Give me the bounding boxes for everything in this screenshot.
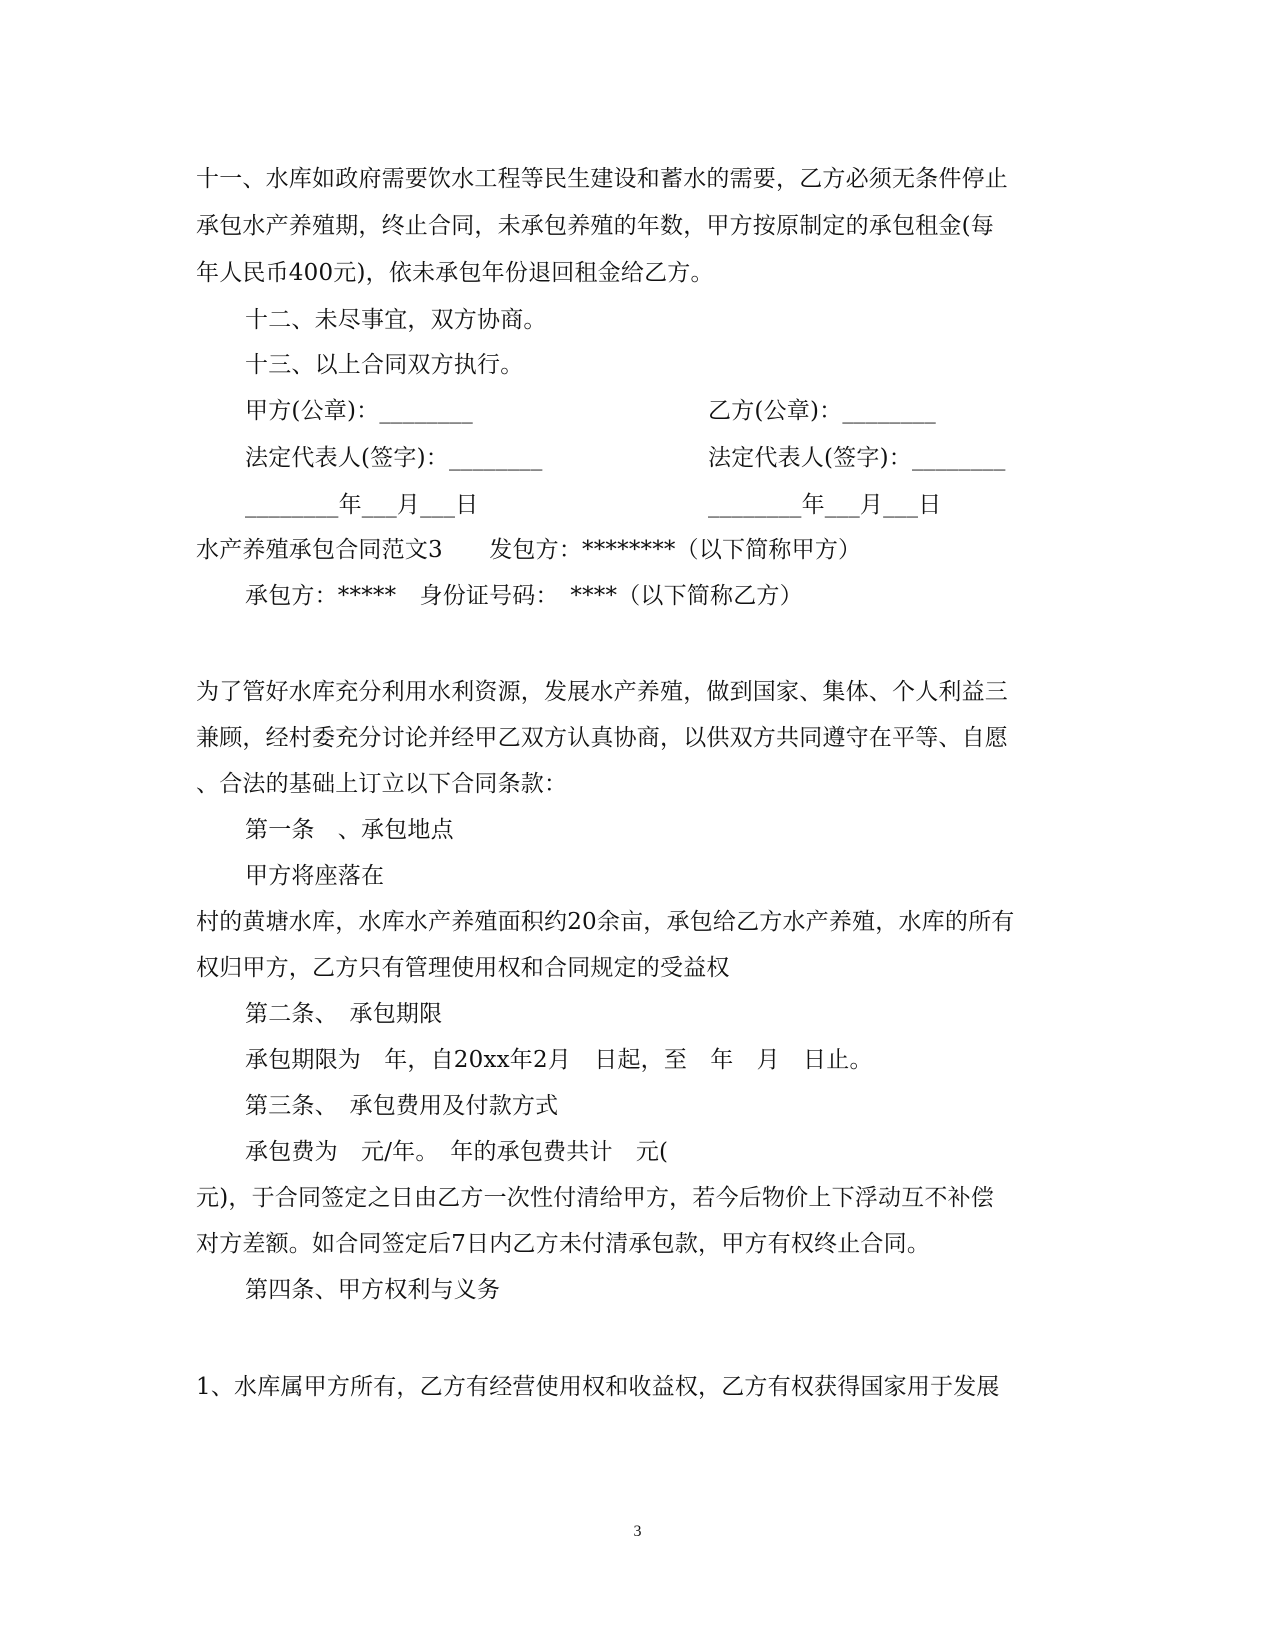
preamble-line-3: 、合法的基础上订立以下合同条款： (196, 771, 568, 797)
party-b-seal: 乙方(公章)：________ (708, 398, 936, 424)
article-3-text-2: 元)，于合同签定之日由乙方一次性付清给甲方，若今后物价上下浮动互不补偿 (196, 1185, 994, 1211)
preamble-line-2: 兼顾，经村委充分讨论并经甲乙双方认真协商，以供双方共同遵守在平等、自愿 (196, 725, 1008, 751)
preamble-line-1: 为了管好水库充分利用水利资源，发展水产养殖，做到国家、集体、个人利益三 (196, 679, 1008, 705)
clause-13: 十三、以上合同双方执行。 (245, 352, 524, 378)
contract-3-header: 水产养殖承包合同范文3 发包方：********（以下简称甲方） (196, 537, 862, 563)
page-number: 3 (633, 1523, 642, 1540)
clause-11-line-3: 年人民币400元)，依未承包年份退回租金给乙方。 (196, 260, 714, 286)
article-3-text-1: 承包费为 元/年。 年的承包费共计 元( (245, 1139, 669, 1165)
clause-11-line-2: 承包水产养殖期，终止合同，未承包养殖的年数，甲方按原制定的承包租金(每 (196, 213, 994, 239)
article-2-text: 承包期限为 年，自20xx年2月 日起，至 年 月 日止。 (245, 1047, 873, 1073)
article-1-text-1: 甲方将座落在 (245, 863, 385, 889)
article-4-heading: 第四条、甲方权利与义务 (245, 1277, 501, 1303)
article-3-heading: 第三条、 承包费用及付款方式 (245, 1093, 559, 1119)
party-b-representative: 法定代表人(签字)：________ (708, 445, 1006, 471)
contract-3-contractor: 承包方：***** 身份证号码： ****（以下简称乙方） (245, 583, 803, 609)
article-1-heading: 第一条 、承包地点 (245, 817, 454, 843)
article-1-text-3: 权归甲方，乙方只有管理使用权和合同规定的受益权 (196, 955, 730, 981)
article-3-text-3: 对方差额。如合同签定后7日内乙方未付清承包款，甲方有权终止合同。 (196, 1231, 931, 1257)
party-b-date: ________年___月___日 (708, 492, 942, 518)
party-a-date: ________年___月___日 (245, 492, 479, 518)
article-4-item-1: 1、水库属甲方所有，乙方有经营使用权和收益权，乙方有权获得国家用于发展 (196, 1374, 1000, 1400)
clause-12: 十二、未尽事宜，双方协商。 (245, 307, 547, 333)
article-1-text-2: 村的黄塘水库，水库水产养殖面积约20余亩，承包给乙方水产养殖，水库的所有 (196, 909, 1015, 935)
article-2-heading: 第二条、 承包期限 (245, 1001, 443, 1027)
clause-11-line-1: 十一、水库如政府需要饮水工程等民生建设和蓄水的需要，乙方必须无条件停止 (196, 166, 1008, 192)
party-a-representative: 法定代表人(签字)：________ (245, 445, 543, 471)
party-a-seal: 甲方(公章)：________ (245, 398, 473, 424)
